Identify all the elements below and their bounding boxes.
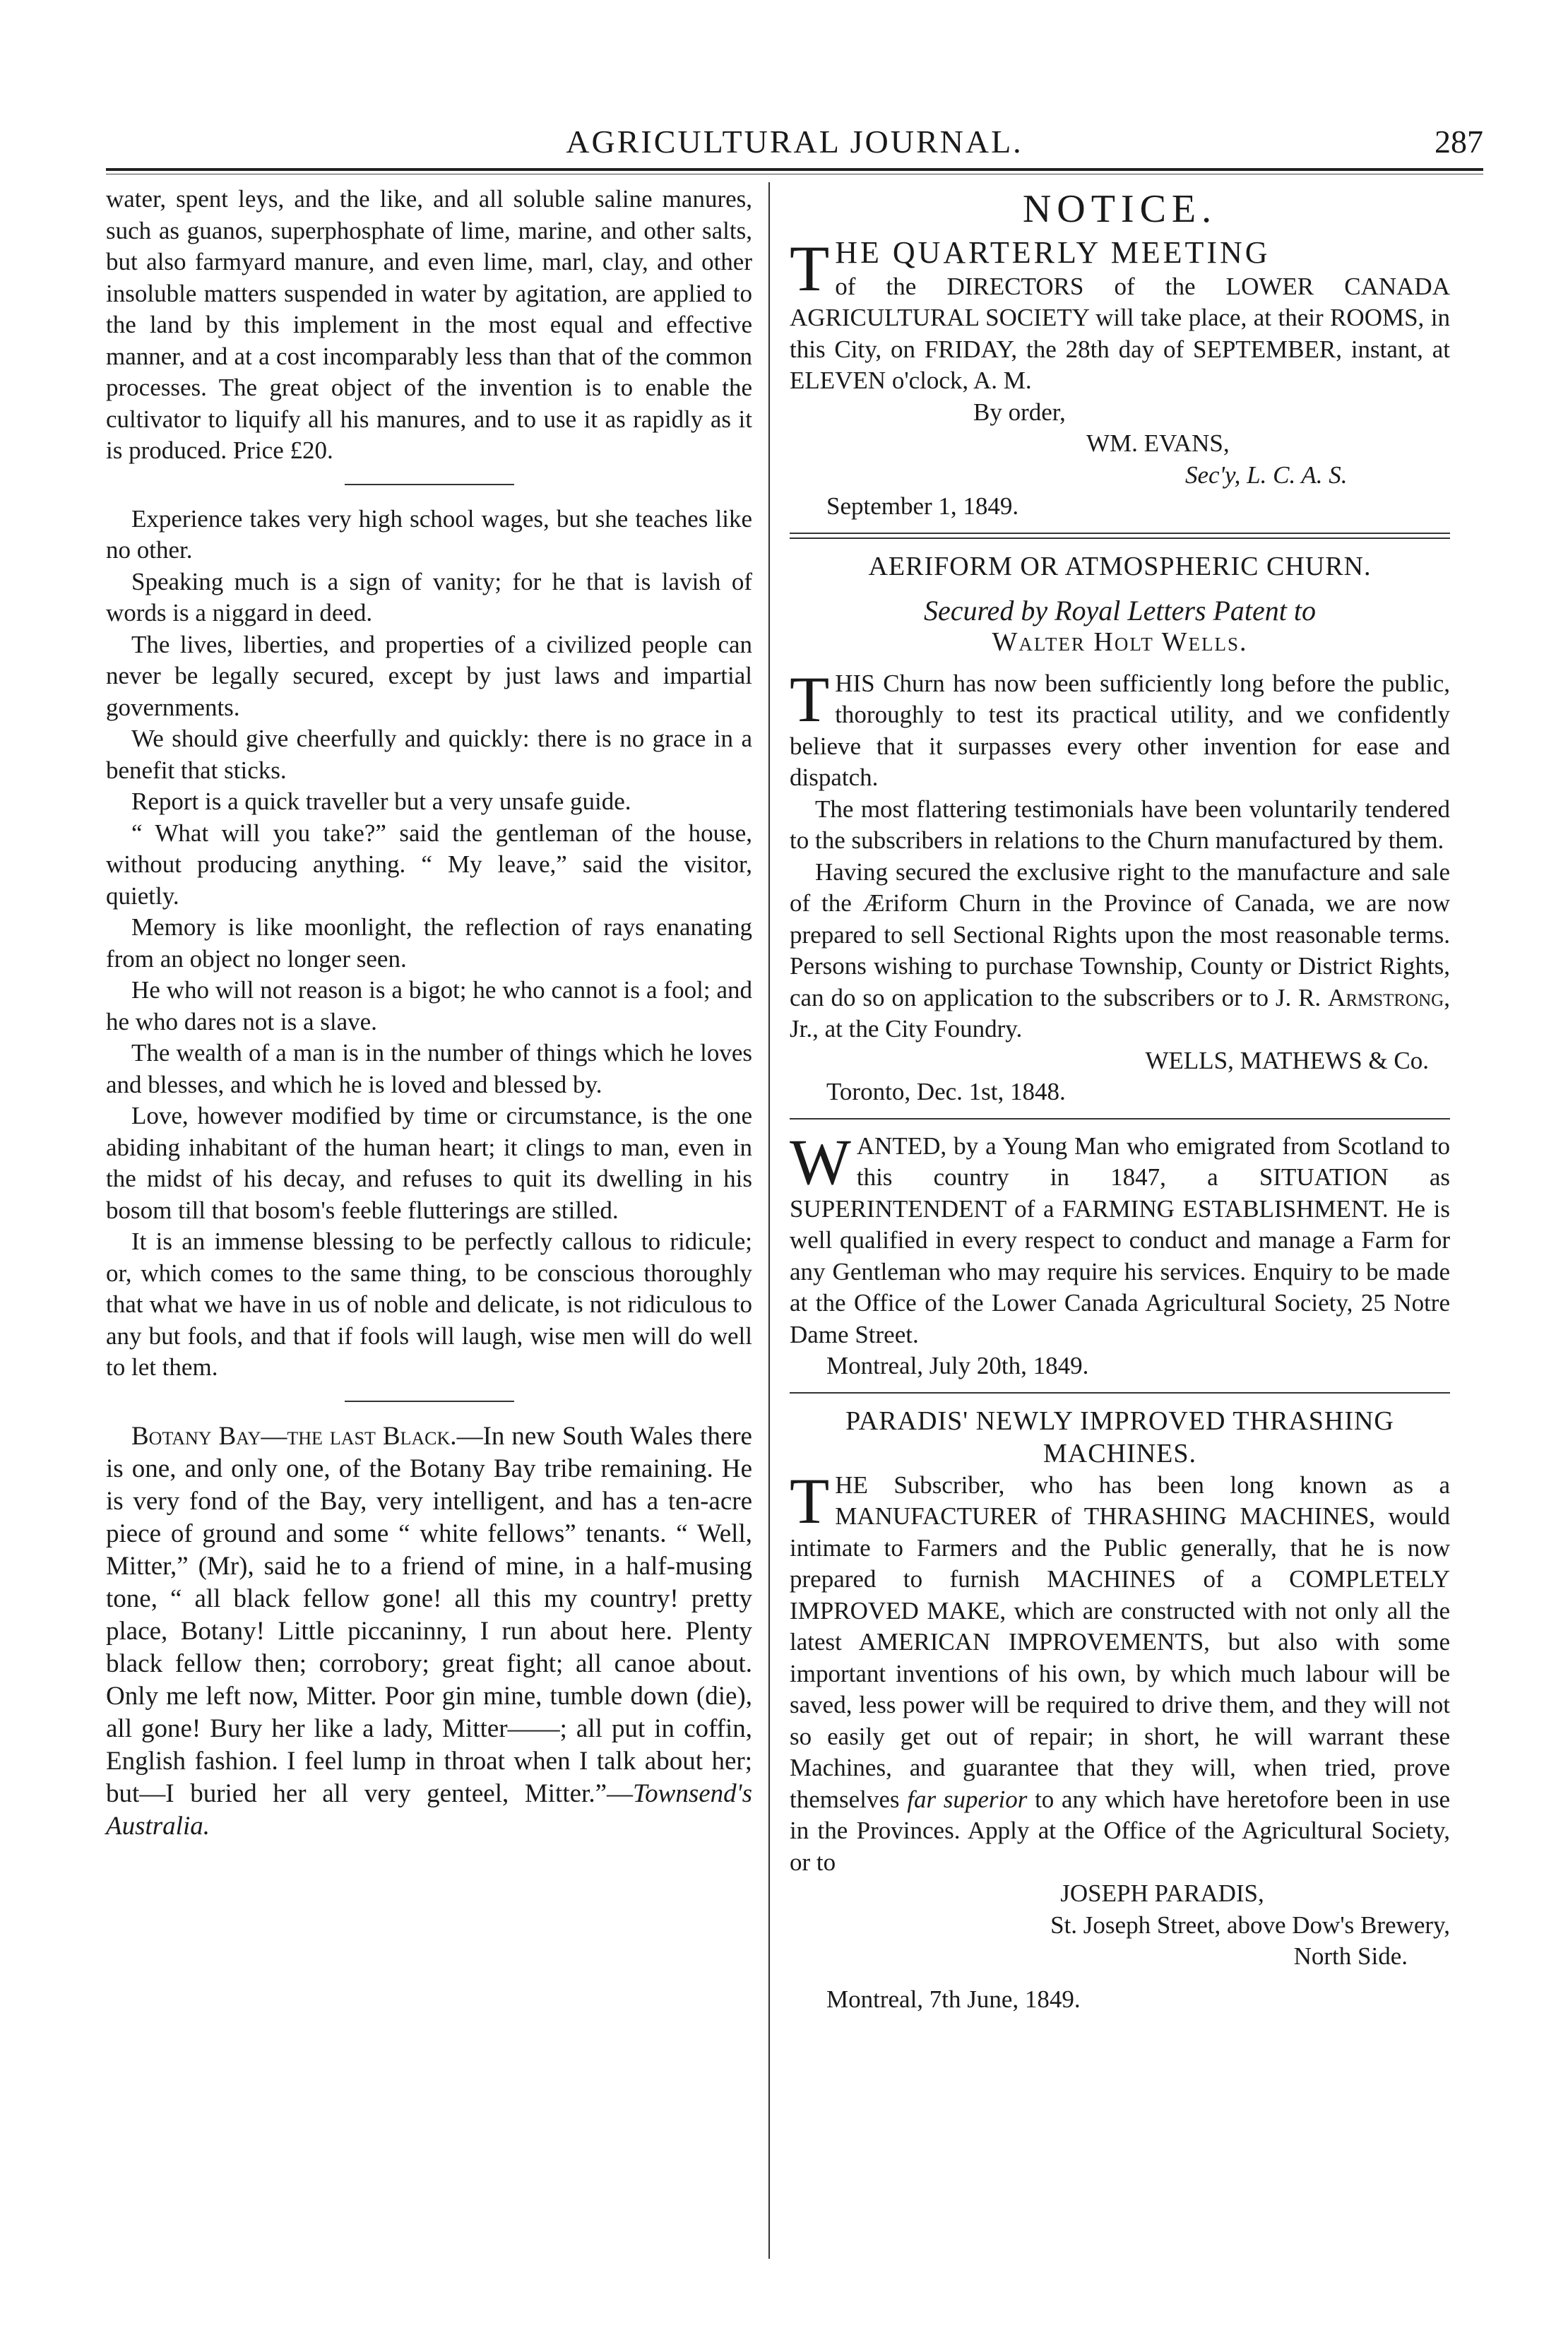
churn-para-3-text: Having secured the exclusive right to the manufacture and sale of the Æriform Churn in the Province of Canada, we are now prepared to sell Sectional Rights upon the most reasonable terms. Persons wishing to purchase Township, County or District Rights, can do so on application to the subscribers or to J. R.: [790, 857, 1450, 1011]
notice-text: of the DIRECTORS of the LOWER CANADA AGRICULTURAL SOCIETY will take place, at their ROOMS, in this City, on FRIDAY, the 28th day of SEPTEMBER, instant, at ELEVEN o'clock, A. M.: [790, 272, 1450, 394]
journal-title: AGRICULTURAL JOURNAL.: [566, 124, 1023, 160]
churn-para-1: [790, 663, 1450, 794]
wanted-body: [790, 1125, 1450, 1351]
page-number: 287: [1435, 124, 1483, 160]
paradis-text-end: to any which have heretofore been in use in the Provinces. Apply at the Office of the Agricultural Society, or to: [790, 1785, 1450, 1876]
paradis-title: PARADIS' NEWLY IMPROVED THRASHING MACHINES.: [845, 1406, 1394, 1468]
notice-title: NOTICE.: [1022, 187, 1218, 231]
paradis-ad: [790, 1405, 1450, 2016]
churn-date: Toronto, Dec. 1st, 1848.: [826, 1078, 1066, 1105]
notice-date: September 1, 1849.: [826, 492, 1019, 520]
maxim: Experience takes very high school wages, but she teaches like no other.: [106, 504, 752, 564]
notice-signer-title: Sec'y, L. C. A. S.: [1185, 461, 1348, 489]
notice-body: [790, 232, 1450, 397]
wanted-ad: [790, 1125, 1450, 1382]
paradis-body: [790, 1464, 1450, 1879]
paradis-date: Montreal, 7th June, 1849.: [826, 1985, 1081, 2013]
churn-para-2: The most flattering testimonials have been voluntarily tendered to the subscribers in relations to the Churn manufactured by them.: [790, 795, 1450, 854]
ad-divider: [790, 1118, 1450, 1119]
maxim: It is an immense blessing to be perfectly callous to ridicule; or, which comes to the same thing, to be conscious thoroughly that what we have in us of noble and delicate, is not ridiculous to any but fools, and that if fools will laugh, wise men will do well to let them.: [106, 1228, 752, 1381]
churn-para-1-text: HIS Churn has now been sufficiently long before the public, thoroughly to test its practical utility, and we confidently believe that it surpasses every other invention for ease and dispatch.: [790, 669, 1450, 791]
maxim: Report is a quick traveller but a very unsafe guide.: [131, 788, 631, 815]
paradis-dropcap: T: [790, 1464, 830, 1537]
botany-bay-article: [106, 1420, 752, 1843]
botany-bay-source: Townsend's Australia.: [106, 1778, 752, 1841]
notice-dropcap: T: [790, 232, 830, 304]
maxim: “ What will you take?” said the gentleman of the house, without producing anything. “ My leave,” said the visitor, quietly.: [106, 819, 752, 910]
notice-caps-line: HE QUARTERLY MEETING: [835, 235, 1271, 270]
maxim: The wealth of a man is in the number of things which he loves and blesses, and which he is loved and blessed by.: [106, 1039, 752, 1098]
churn-para-3: [790, 857, 1450, 1045]
manure-paragraph: water, spent leys, and the like, and all soluble saline manures, such as guanos, superphosphate of lime, marine, and other salts, but also farmyard manure, and even lime, marl, clay, and other insoluble matters suspended in water by agitation, are applied to the land by this implement in the most equal and effective manner, and at a cost incomparably less than that of the common processes. The great object of the invention is to enable the cultivator to liquify all his manures, and to use it as rapidly as it is produced. Price £20.: [106, 185, 752, 464]
section-divider: [345, 1401, 514, 1402]
churn-title: AERIFORM OR ATMOSPHERIC CHURN.: [868, 551, 1372, 581]
churn-subtitle: Secured by Royal Letters Patent to: [923, 594, 1317, 626]
wanted-text: ANTED, by a Young Man who emigrated from Scotland to this country in 1847, a SITUATION as SUPERINTENDENT of a FARMING ESTABLISHMENT. He is well qualified in every respect to conduct and manage a Farm for any Gentleman who may require his services. Enquiry to be made at the Office of the Lower Canada Agricultural Society, 25 Notre Dame Street.: [790, 1132, 1450, 1348]
section-divider: [345, 484, 514, 485]
notice-signer: WM. EVANS,: [1086, 429, 1230, 457]
churn-patentee: Walter Holt Wells.: [992, 627, 1248, 657]
notice-ad: [790, 186, 1450, 523]
running-head: [106, 120, 1483, 165]
churn-dropcap: T: [790, 663, 830, 735]
botany-bay-heading: Botany Bay—the last Black.: [131, 1421, 457, 1451]
ad-divider: [790, 1392, 1450, 1394]
maxim: The lives, liberties, and properties of a civilized people can never be legally secured, except by just laws and impartial governments.: [106, 630, 752, 721]
maxim: He who will not reason is a bigot; he who cannot is a fool; and he who dares not is a slave.: [106, 976, 752, 1035]
maxim: We should give cheerfully and quickly: there is no grace in a benefit that sticks.: [106, 725, 752, 784]
churn-para-3-end: , Jr., at the City Foundry.: [790, 983, 1450, 1043]
maxim: Speaking much is a sign of vanity; for he that is lavish of words is a niggard in deed.: [106, 567, 752, 626]
wanted-date: Montreal, July 20th, 1849.: [826, 1352, 1089, 1379]
churn-signer: WELLS, MATHEWS & Co.: [1145, 1046, 1429, 1074]
right-column: [790, 184, 1450, 2015]
ad-divider: [790, 533, 1450, 539]
churn-agent-name: Armstrong: [1328, 983, 1444, 1011]
maxim: Memory is like moonlight, the reflection of rays enanating from an object no longer seen.: [106, 913, 752, 973]
notice-by-order: By order,: [973, 398, 1066, 426]
left-column: [106, 184, 752, 1843]
botany-bay-body: —In new South Wales there is one, and only one, of the Botany Bay tribe remaining. He is very fond of the Bay, very intelligent, and has a ten-acre piece of ground and some “ white fellows” tenants. “ Well, Mitter,” (Mr), said he to a friend of mine, in a half-musing tone, “ all black fellow gone! all this my country! pretty place, Botany! Little piccaninny, I run about here. Plenty black fellow then; corrobory; great fight; all canoe about. Only me left now, Mitter. Poor gin mine, tumble down (die), all gone! Bury her like a lady, Mitter——; all put in coffin, English fashion. I feel lump in throat when I talk about her; but—I buried her all very genteel, Mitter.”—: [106, 1421, 752, 1808]
churn-ad: [790, 550, 1450, 1108]
paradis-address: St. Joseph Street, above Dow's Brewery,: [1050, 1911, 1450, 1939]
column-divider: [768, 182, 770, 2259]
wanted-dropcap: W: [790, 1125, 851, 1198]
paradis-signer: JOSEPH PARADIS,: [1060, 1879, 1264, 1907]
maxim: Love, however modified by time or circumstance, is the one abiding inhabitant of the human heart; it clings to man, even in the midst of his decay, and refuses to quit its dwelling in his bosom till that bosom's feeble flutterings are stilled.: [106, 1102, 752, 1224]
header-rule: [106, 168, 1483, 171]
paradis-text: HE Subscriber, who has been long known as a MANUFACTURER of THRASHING MACHINES, would intimate to Farmers and the Public generally, that he is now prepared to furnish MACHINES of a COMPLETELY IMPROVED MAKE, which are constructed with not only all the latest AMERICAN IMPROVEMENTS, but also with some important inventions of his own, by which much labour will be saved, less power will be required to drive them, and they will not so easily get out of repair; in short, he will warrant these Machines, and guarantee that they will, when tried, prove themselves: [790, 1471, 1450, 1813]
paradis-emphasis: far superior: [907, 1785, 1028, 1813]
paradis-address-side: North Side.: [1293, 1942, 1408, 1970]
